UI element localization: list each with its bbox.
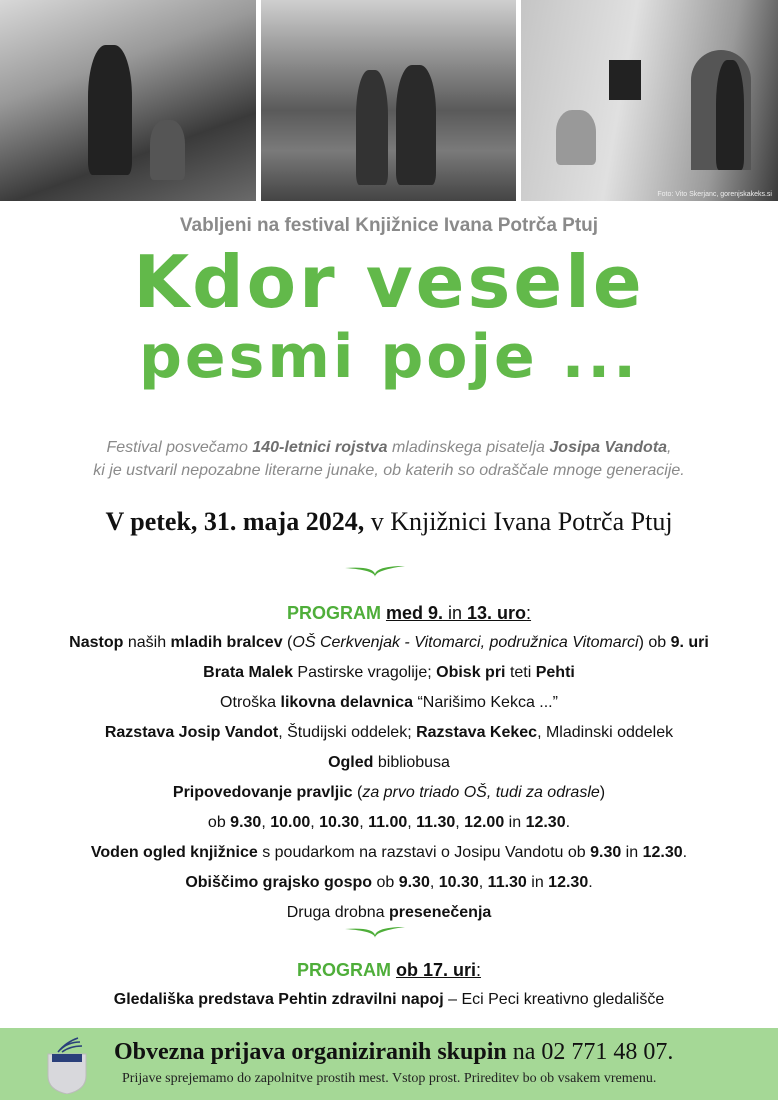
program-text-segment: Brata Malek	[203, 664, 293, 681]
program-text-segment: ob	[372, 874, 399, 891]
intro-text-part: mladinskega pisatelja	[387, 439, 550, 456]
program-text-segment: 13. uro	[467, 603, 527, 623]
program-evening-heading	[0, 955, 778, 985]
program-text-segment: ,	[261, 814, 271, 831]
program-text-segment: 12.00	[464, 814, 505, 831]
program-text-segment: ,	[455, 814, 465, 831]
program-evening	[0, 955, 778, 1015]
registration-phone: na 02 771 48 07.	[506, 1039, 674, 1065]
program-text-segment: za prvo triado OŠ, tudi za odrasle	[362, 784, 600, 801]
program-morning	[0, 598, 778, 928]
program-item	[0, 808, 778, 838]
program-item	[0, 688, 778, 718]
program-item	[0, 898, 778, 928]
program-item	[0, 628, 778, 658]
program-text-segment: Pripovedovanje pravljic	[172, 784, 353, 801]
program-text-segment: , Študijski oddelek;	[278, 724, 417, 741]
header-photos	[0, 0, 778, 201]
program-text-segment: mladih bralcev	[170, 634, 283, 651]
program-text-segment: .	[682, 844, 688, 861]
program-text-segment: 9.30	[230, 814, 262, 831]
program-text-segment: ,	[407, 814, 417, 831]
program-text-segment: (	[282, 634, 293, 651]
photo-children-mountains	[261, 0, 516, 201]
program-text-segment: in	[526, 874, 549, 891]
program-text-segment: – Eci Peci kreativno gledališče	[443, 991, 665, 1008]
intro-bold: 140-letnici rojstva	[252, 439, 388, 456]
program-text-segment: 11.00	[368, 814, 408, 831]
program-label: PROGRAM	[296, 960, 391, 980]
program-item	[0, 778, 778, 808]
program-text-segment: )	[599, 784, 606, 801]
program-text-segment: Razstava Kekec	[416, 724, 538, 741]
program-text-segment: 11.30	[416, 814, 456, 831]
footer-note: Prijave sprejemamo do zapolnitve prostih mest. Vstop prost. Prireditev bo ob vsakem vremenu.	[122, 1071, 657, 1086]
invite-text: Vabljeni na festival Knjižnice Ivana Potrča Ptuj	[179, 215, 599, 236]
program-text-segment: 9. uri	[670, 634, 709, 651]
program-text-segment: likovna delavnica	[280, 694, 414, 711]
program-text-segment: ,	[478, 874, 488, 891]
program-text-segment: :	[476, 960, 482, 980]
program-text-segment: ,	[429, 874, 439, 891]
program-text-segment: Gledališka predstava Pehtin zdravilni napoj	[113, 991, 444, 1008]
program-text-segment: Voden ogled knjižnice	[90, 844, 258, 861]
intro-text-part: Festival posvečamo	[106, 439, 253, 456]
program-text-segment: ob 17. uri	[395, 960, 476, 980]
program-text-segment: Obiščimo grajsko gospo	[185, 874, 373, 891]
program-text-segment: 10.30	[438, 874, 479, 891]
program-text-segment: Pehti	[535, 664, 575, 681]
program-evening-list	[0, 985, 778, 1015]
program-text-segment: Otroška	[220, 694, 281, 711]
program-item	[0, 985, 778, 1015]
program-text-segment: Obisk pri	[436, 664, 506, 681]
intro-text-part: ,	[667, 439, 672, 456]
program-text-segment: .	[565, 814, 571, 831]
program-morning-list	[0, 628, 778, 928]
program-text-segment: ) ob	[638, 634, 671, 651]
program-text-segment: 9.30	[590, 844, 622, 861]
program-text-segment: Pastirske vragolije;	[292, 664, 437, 681]
program-text-segment: 11.30	[487, 874, 527, 891]
program-text-segment: teti	[505, 664, 536, 681]
program-text-segment: “Narišimo Kekca ...”	[413, 694, 558, 711]
program-text-segment: 10.00	[270, 814, 311, 831]
program-text-segment: in	[442, 603, 467, 623]
intro-line-2: ki je ustvaril nepozabne literarne junake, ob katerih so odraščale mnoge generacije.	[93, 462, 685, 479]
program-text-segment: .	[588, 874, 593, 891]
intro-text	[0, 436, 778, 482]
program-item	[0, 718, 778, 748]
divider-swoosh-icon	[345, 925, 405, 939]
program-text-segment: bibliobusa	[373, 754, 450, 771]
program-text-segment: Razstava Josip Vandot	[104, 724, 279, 741]
registration-bold: Obvezna prijava organiziranih skupin	[114, 1039, 507, 1065]
program-text-segment: in	[621, 844, 643, 861]
program-text-segment: 12.30	[525, 814, 566, 831]
program-label: PROGRAM	[286, 603, 381, 623]
program-text-segment: ,	[359, 814, 369, 831]
program-item	[0, 868, 778, 898]
program-text-segment: 9.30	[398, 874, 430, 891]
program-text-segment: ob	[207, 814, 231, 831]
program-text-segment: in	[504, 814, 526, 831]
program-text-segment: 12.30	[548, 874, 589, 891]
program-text-segment: 10.30	[319, 814, 360, 831]
intro-bold: Josipa Vandota	[549, 439, 668, 456]
date-bold: V petek, 31. maja 2024,	[105, 507, 365, 536]
event-date	[0, 507, 778, 537]
program-text-segment: ,	[310, 814, 320, 831]
program-text-segment: Nastop	[69, 634, 124, 651]
photo-house	[521, 0, 778, 201]
program-text-segment: presenečenja	[389, 904, 492, 921]
title-line-1: Kdor vesele	[133, 240, 645, 324]
program-text-segment: , Mladinski oddelek	[537, 724, 674, 741]
program-item	[0, 838, 778, 868]
program-item	[0, 658, 778, 688]
program-morning-heading	[0, 598, 778, 628]
footer-banner	[0, 1028, 778, 1100]
program-item	[0, 748, 778, 778]
title-line-2: pesmi poje ...	[138, 322, 640, 392]
program-text-segment: s poudarkom na razstavi o Josipu Vandotu ob	[257, 844, 591, 861]
program-text-segment: naših	[123, 634, 171, 651]
registration-notice	[114, 1039, 673, 1066]
program-text-segment: :	[526, 603, 532, 623]
library-logo-icon	[44, 1036, 90, 1094]
program-text-segment: (	[352, 784, 363, 801]
photo-woman-with-dog	[0, 0, 256, 201]
divider-swoosh-icon	[345, 564, 405, 578]
program-text-segment: Druga drobna	[286, 904, 389, 921]
program-text-segment: 12.30	[642, 844, 683, 861]
date-venue: v Knjižnici Ivana Potrča Ptuj	[364, 507, 673, 536]
program-text-segment: Ogled	[328, 754, 374, 771]
program-text-segment: OŠ Cerkvenjak - Vitomarci, podružnica Vitomarci	[292, 634, 639, 651]
program-text-segment: med 9.	[385, 603, 443, 623]
photo-credit: Foto: Vito Skerjanc, gorenjskakeks.si	[657, 191, 772, 198]
